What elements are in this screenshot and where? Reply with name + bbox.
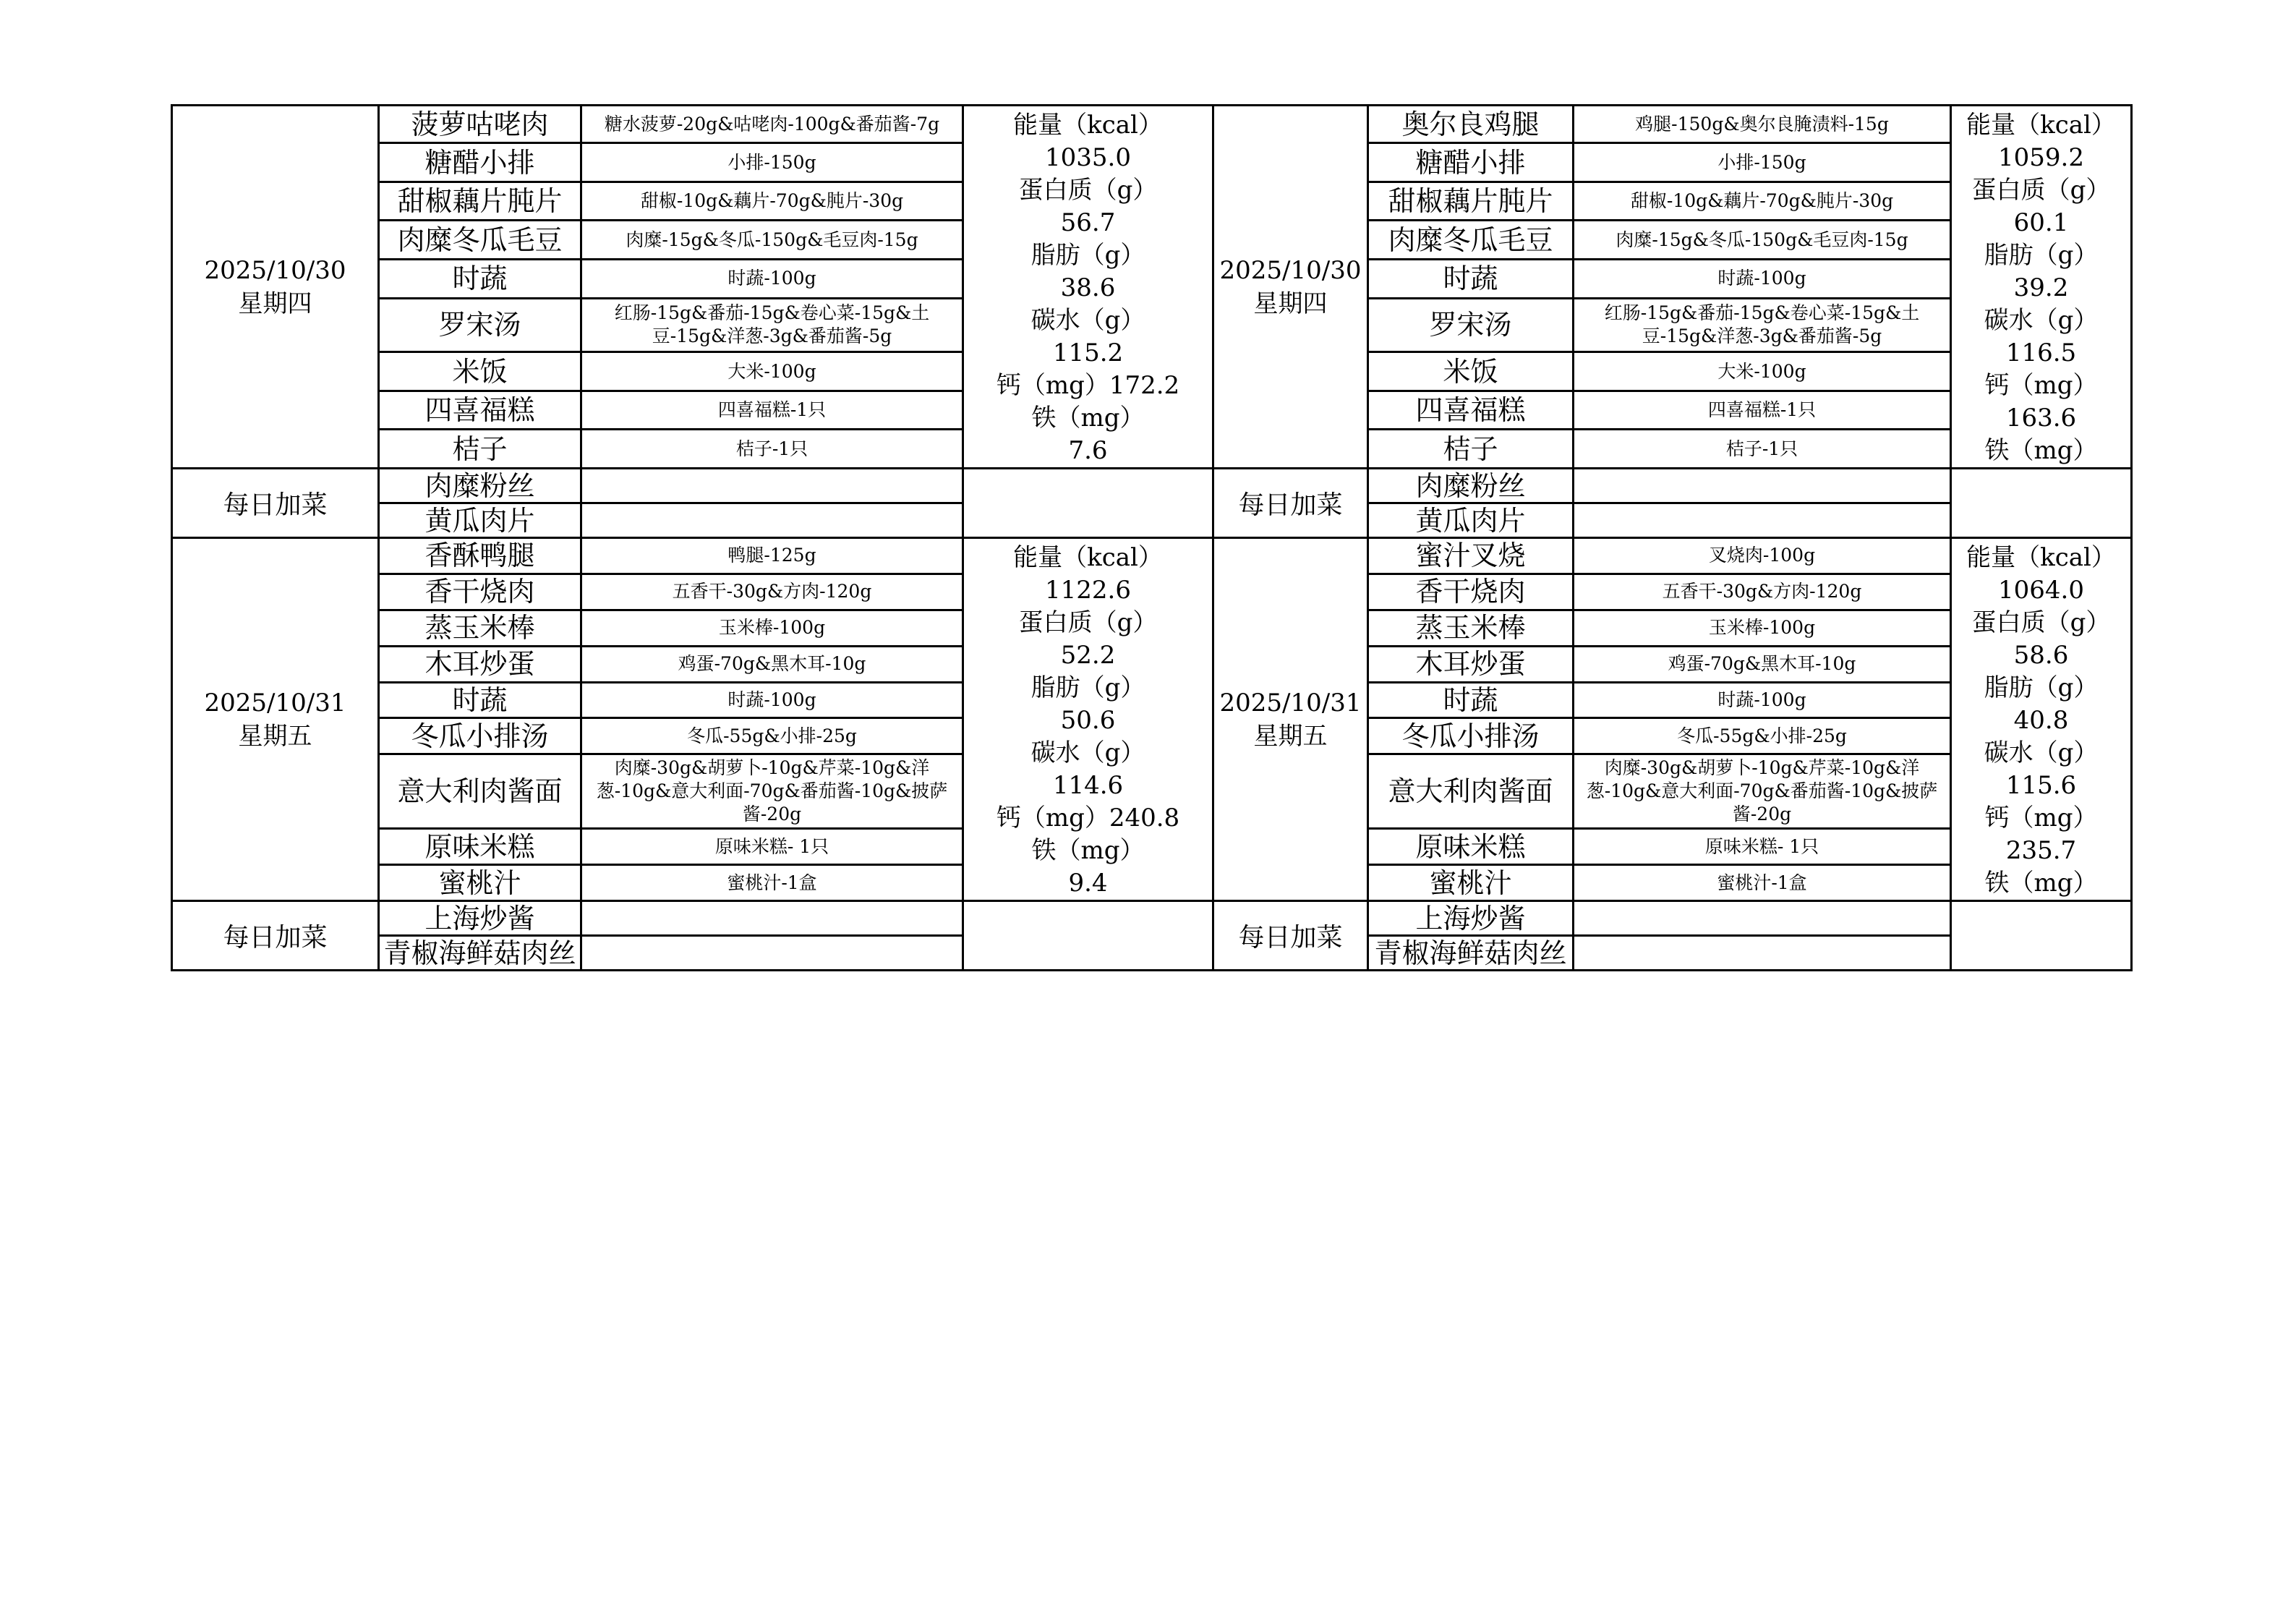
extra-dish-name: 上海炒酱	[1368, 901, 1574, 936]
extra-nutrition	[963, 469, 1213, 538]
nutrition-line: 7.6	[1068, 436, 1108, 465]
dish-name: 蒸玉米棒	[379, 610, 581, 646]
nutrition-line: 1035.0	[1045, 143, 1131, 172]
dish-name: 原味米糕	[379, 829, 581, 865]
nutrition-line: 9.4	[1068, 869, 1108, 898]
dish-name: 糖醋小排	[1368, 143, 1574, 182]
weekday-text: 星期四	[1253, 289, 1328, 318]
dish-ingredients: 冬瓜-55g&小排-25g	[581, 718, 963, 754]
dish-name: 意大利肉酱面	[1368, 754, 1574, 829]
dish-ingredients: 糖水菠萝-20g&咕咾肉-100g&番茄酱-7g	[581, 106, 963, 143]
extra-dish-name: 青椒海鲜菇肉丝	[1368, 936, 1574, 971]
dish-ingredients: 时蔬-100g	[581, 260, 963, 299]
extra-dish-row	[172, 469, 2132, 503]
extra-dish-ingredients	[1574, 503, 1951, 538]
dish-ingredients: 四喜福糕-1只	[1574, 391, 1951, 430]
nutrition-line: 50.6	[1060, 706, 1116, 735]
weekday-text: 星期五	[1253, 721, 1328, 751]
nutrition-line: 脂肪（g）	[1984, 673, 2099, 702]
nutrition-line: 114.6	[1052, 771, 1124, 800]
dish-ingredients: 时蔬-100g	[1574, 682, 1951, 718]
nutrition-panel	[1951, 538, 2132, 901]
dish-name: 意大利肉酱面	[379, 754, 581, 829]
dish-name: 罗宋汤	[1368, 298, 1574, 352]
dish-ingredients: 鸡蛋-70g&黑木耳-10g	[581, 646, 963, 682]
dish-name: 香干烧肉	[1368, 574, 1574, 610]
dish-ingredients: 桔子-1只	[1574, 430, 1951, 469]
extra-dish-name: 黄瓜肉片	[379, 503, 581, 538]
nutrition-line: 38.6	[1060, 273, 1116, 302]
dish-ingredients: 冬瓜-55g&小排-25g	[1574, 718, 1951, 754]
nutrition-line: 铁（mg）	[1984, 436, 2098, 465]
nutrition-panel	[963, 106, 1213, 469]
nutrition-line: 52.2	[1060, 641, 1116, 670]
extra-nutrition	[963, 901, 1213, 971]
nutrition-line: 能量（kcal）	[1966, 111, 2116, 140]
menu-table	[171, 104, 2133, 971]
date-cell	[172, 538, 379, 901]
date-text: 2025/10/31	[1219, 688, 1362, 717]
extra-dish-ingredients	[581, 469, 963, 503]
menu-body	[172, 106, 2132, 971]
date-text: 2025/10/31	[204, 688, 346, 717]
dish-name: 肉糜冬瓜毛豆	[1368, 221, 1574, 260]
nutrition-line: 脂肪（g）	[1984, 241, 2099, 270]
nutrition-line: 115.6	[2005, 771, 2077, 800]
nutrition-line: 163.6	[2005, 404, 2077, 433]
extra-dish-ingredients	[581, 901, 963, 936]
dish-ingredients: 桔子-1只	[581, 430, 963, 469]
extra-dish-ingredients	[1574, 469, 1951, 503]
nutrition-line: 蛋白质（g）	[1971, 176, 2111, 205]
dish-ingredients: 大米-100g	[1574, 352, 1951, 391]
dish-ingredients: 蜜桃汁-1盒	[1574, 865, 1951, 901]
nutrition-line: 58.6	[2013, 641, 2069, 670]
dish-name: 时蔬	[379, 682, 581, 718]
nutrition-line: 235.7	[2005, 836, 2077, 865]
dish-ingredients: 叉烧肉-100g	[1574, 538, 1951, 574]
extra-dish-ingredients	[581, 503, 963, 538]
nutrition-line: 56.7	[1060, 208, 1116, 237]
weekday-text: 星期五	[238, 721, 312, 751]
nutrition-line: 碳水（g）	[1984, 738, 2099, 767]
dish-ingredients: 小排-150g	[581, 143, 963, 182]
dish-name: 菠萝咕咾肉	[379, 106, 581, 143]
dish-name: 四喜福糕	[1368, 391, 1574, 430]
dish-name: 蜜桃汁	[379, 865, 581, 901]
dish-name: 肉糜冬瓜毛豆	[379, 221, 581, 260]
dish-name: 香酥鸭腿	[379, 538, 581, 574]
nutrition-line: 1059.2	[1998, 143, 2084, 172]
nutrition-line: 钙（mg）172.2	[996, 371, 1180, 400]
dish-name: 冬瓜小排汤	[379, 718, 581, 754]
nutrition-line: 115.2	[1052, 338, 1124, 367]
extra-dish-ingredients	[1574, 901, 1951, 936]
dish-name: 木耳炒蛋	[1368, 646, 1574, 682]
nutrition-line: 碳水（g）	[1030, 738, 1145, 767]
dish-name: 罗宋汤	[379, 298, 581, 352]
dish-name: 糖醋小排	[379, 143, 581, 182]
extra-dish-ingredients	[1574, 936, 1951, 971]
nutrition-line: 116.5	[2005, 338, 2077, 367]
extra-nutrition	[1951, 901, 2132, 971]
extra-dish-name: 黄瓜肉片	[1368, 503, 1574, 538]
dish-ingredients: 玉米棒-100g	[1574, 610, 1951, 646]
dish-ingredients: 甜椒-10g&藕片-70g&肫片-30g	[581, 182, 963, 221]
nutrition-line: 60.1	[2013, 208, 2069, 237]
dish-name: 时蔬	[1368, 682, 1574, 718]
dish-name: 桔子	[1368, 430, 1574, 469]
nutrition-line: 蛋白质（g）	[1018, 608, 1158, 637]
dish-name: 蒸玉米棒	[1368, 610, 1574, 646]
dish-ingredients: 五香干-30g&方肉-120g	[1574, 574, 1951, 610]
dish-ingredients: 肉糜-30g&胡萝卜-10g&芹菜-10g&洋葱-10g&意大利面-70g&番茄酱-10g&披萨酱-20g	[581, 754, 963, 829]
nutrition-line: 39.2	[2013, 273, 2069, 302]
date-cell	[1213, 538, 1368, 901]
extra-dish-name: 肉糜粉丝	[379, 469, 581, 503]
dish-name: 时蔬	[379, 260, 581, 299]
dish-name: 冬瓜小排汤	[1368, 718, 1574, 754]
nutrition-line: 1064.0	[1998, 576, 2084, 605]
dish-row	[172, 106, 2132, 143]
nutrition-line: 钙（mg）	[1984, 804, 2098, 832]
dish-name: 米饭	[1368, 352, 1574, 391]
dish-name: 米饭	[379, 352, 581, 391]
nutrition-panel	[1951, 106, 2132, 469]
extra-dish-name: 青椒海鲜菇肉丝	[379, 936, 581, 971]
extra-nutrition	[1951, 469, 2132, 538]
nutrition-line: 能量（kcal）	[1966, 543, 2116, 572]
nutrition-line: 蛋白质（g）	[1018, 176, 1158, 205]
dish-ingredients: 小排-150g	[1574, 143, 1951, 182]
dish-ingredients: 大米-100g	[581, 352, 963, 391]
dish-ingredients: 原味米糕- 1只	[581, 829, 963, 865]
dish-ingredients: 玉米棒-100g	[581, 610, 963, 646]
dish-name: 原味米糕	[1368, 829, 1574, 865]
dish-ingredients: 鸡腿-150g&奥尔良腌渍料-15g	[1574, 106, 1951, 143]
dish-name: 甜椒藕片肫片	[1368, 182, 1574, 221]
dish-name: 桔子	[379, 430, 581, 469]
date-text: 2025/10/30	[1219, 255, 1362, 285]
dish-name: 奥尔良鸡腿	[1368, 106, 1574, 143]
nutrition-line: 蛋白质（g）	[1971, 608, 2111, 637]
dish-ingredients: 红肠-15g&番茄-15g&卷心菜-15g&土豆-15g&洋葱-3g&番茄酱-5g	[1574, 298, 1951, 352]
extra-dish-name: 肉糜粉丝	[1368, 469, 1574, 503]
daily-extra-label: 每日加菜	[1213, 469, 1368, 538]
dish-ingredients: 时蔬-100g	[1574, 260, 1951, 299]
nutrition-line: 脂肪（g）	[1030, 241, 1145, 270]
extra-dish-row	[172, 901, 2132, 936]
daily-extra-label: 每日加菜	[1213, 901, 1368, 971]
extra-dish-name: 上海炒酱	[379, 901, 581, 936]
dish-ingredients: 肉糜-30g&胡萝卜-10g&芹菜-10g&洋葱-10g&意大利面-70g&番茄酱-10g&披萨酱-20g	[1574, 754, 1951, 829]
dish-name: 甜椒藕片肫片	[379, 182, 581, 221]
dish-ingredients: 肉糜-15g&冬瓜-150g&毛豆肉-15g	[581, 221, 963, 260]
daily-extra-label: 每日加菜	[172, 469, 379, 538]
nutrition-line: 铁（mg）	[1031, 404, 1145, 433]
nutrition-line: 铁（mg）	[1031, 836, 1145, 865]
nutrition-line: 脂肪（g）	[1030, 673, 1145, 702]
dish-name: 木耳炒蛋	[379, 646, 581, 682]
dish-ingredients: 蜜桃汁-1盒	[581, 865, 963, 901]
dish-ingredients: 五香干-30g&方肉-120g	[581, 574, 963, 610]
nutrition-panel	[963, 538, 1213, 901]
nutrition-line: 能量（kcal）	[1013, 543, 1163, 572]
dish-ingredients: 甜椒-10g&藕片-70g&肫片-30g	[1574, 182, 1951, 221]
dish-name: 时蔬	[1368, 260, 1574, 299]
dish-name: 蜜汁叉烧	[1368, 538, 1574, 574]
nutrition-line: 1122.6	[1045, 576, 1131, 605]
date-text: 2025/10/30	[204, 255, 346, 285]
nutrition-line: 能量（kcal）	[1013, 111, 1163, 140]
nutrition-line: 40.8	[2013, 706, 2069, 735]
nutrition-line: 钙（mg）	[1984, 371, 2098, 400]
dish-name: 香干烧肉	[379, 574, 581, 610]
dish-ingredients: 原味米糕- 1只	[1574, 829, 1951, 865]
extra-dish-ingredients	[581, 936, 963, 971]
dish-name: 四喜福糕	[379, 391, 581, 430]
nutrition-line: 碳水（g）	[1030, 306, 1145, 335]
nutrition-line: 钙（mg）240.8	[996, 804, 1180, 832]
date-cell	[172, 106, 379, 469]
dish-ingredients: 红肠-15g&番茄-15g&卷心菜-15g&土豆-15g&洋葱-3g&番茄酱-5g	[581, 298, 963, 352]
daily-extra-label: 每日加菜	[172, 901, 379, 971]
dish-ingredients: 四喜福糕-1只	[581, 391, 963, 430]
nutrition-line: 碳水（g）	[1984, 306, 2099, 335]
dish-ingredients: 时蔬-100g	[581, 682, 963, 718]
nutrition-line: 铁（mg）	[1984, 869, 2098, 898]
date-cell	[1213, 106, 1368, 469]
dish-ingredients: 鸡蛋-70g&黑木耳-10g	[1574, 646, 1951, 682]
dish-row	[172, 538, 2132, 574]
dish-ingredients: 肉糜-15g&冬瓜-150g&毛豆肉-15g	[1574, 221, 1951, 260]
dish-ingredients: 鸭腿-125g	[581, 538, 963, 574]
weekday-text: 星期四	[238, 289, 312, 318]
dish-name: 蜜桃汁	[1368, 865, 1574, 901]
